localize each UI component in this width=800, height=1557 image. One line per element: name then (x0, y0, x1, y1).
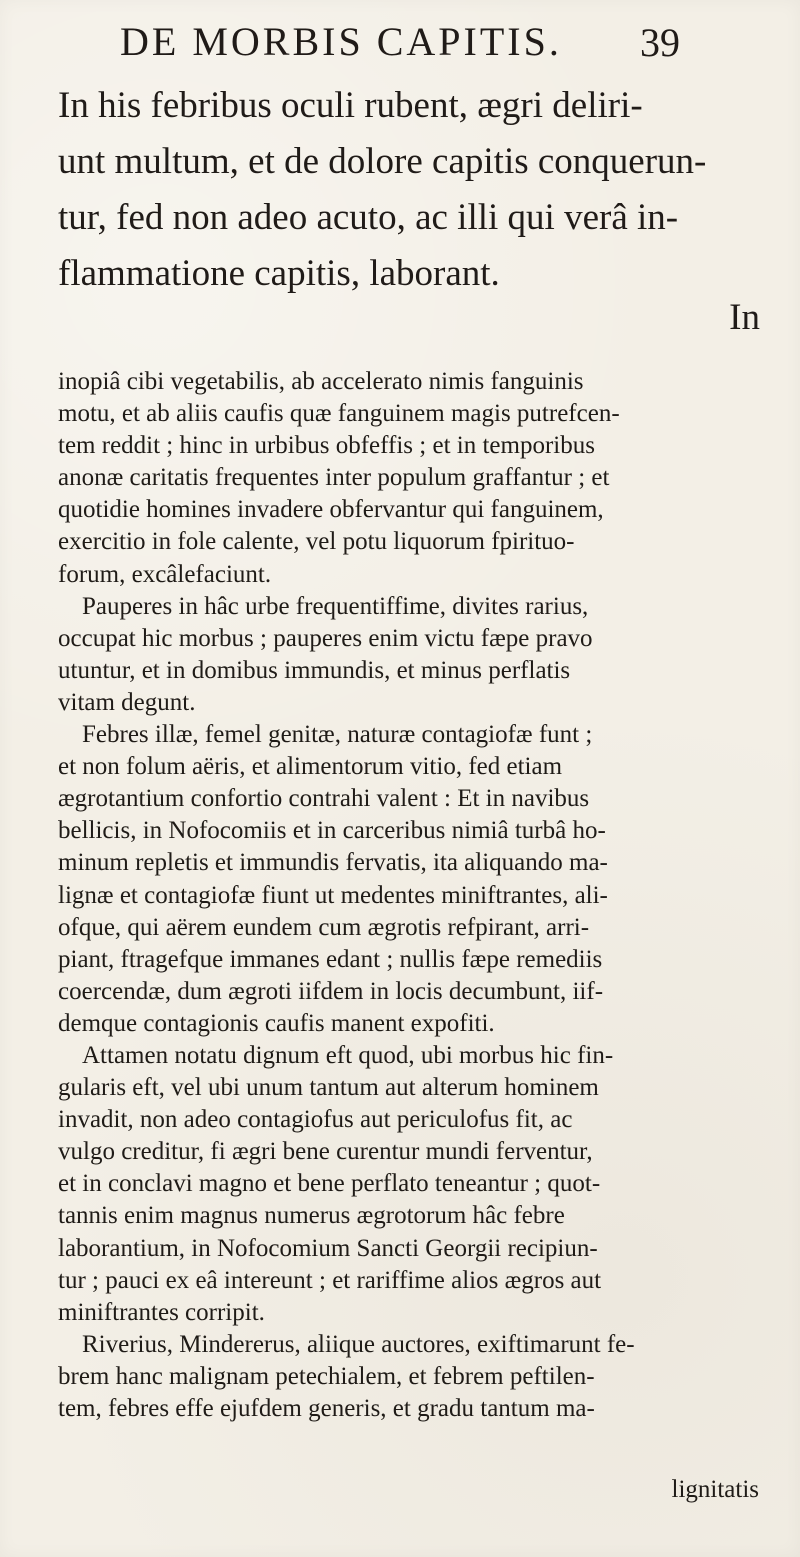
running-head: DE MORBIS CAPITIS. (120, 19, 562, 64)
body-line: lignæ et contagiofæ fiunt ut medentes miniftrantes, ali- (58, 881, 608, 909)
body-line: Pauperes in hâc urbe frequentiffime, divites rarius, (82, 592, 589, 620)
body-line: forum, excâlefaciunt. (58, 560, 272, 588)
body-line: Riverius, Mindererus, aliique auctores, exiftimarunt fe- (82, 1330, 635, 1358)
body-line: tannis enim magnus numerus ægrotorum hâc febre (58, 1202, 565, 1230)
top-catchword: In (729, 297, 760, 338)
page-header (120, 18, 680, 70)
body-line: tur ; pauci ex eâ intereunt ; et rariffime alios ægros aut (58, 1266, 602, 1294)
bottom-catchword: lignitatis (671, 1476, 759, 1503)
body-line: brem hanc malignam petechialem, et febrem peftilen- (58, 1362, 595, 1390)
body-line: ægrotantium confortio contrahi valent : Et in navibus (58, 785, 590, 813)
body-line: inopiâ cibi vegetabilis, ab accelerato nimis fanguinis (58, 368, 584, 395)
top-text-line-4: flammatione capitis, laborant. (58, 253, 500, 294)
body-line: coercendæ, dum ægroti iifdem in locis decumbunt, iif- (58, 977, 604, 1005)
body-line: demque contagionis caufis manent expofiti. (58, 1009, 495, 1037)
body-line: anonæ caritatis frequentes inter populum graffantur ; et (58, 464, 610, 492)
body-line: piant, ftragefque immanes edant ; nullis fæpe remediis (58, 945, 603, 973)
body-line: motu, et ab aliis caufis quæ fanguinem magis putrefcen- (58, 400, 620, 428)
body-line: tem reddit ; hinc in urbibus obfeffis ; et in temporibus (58, 432, 595, 460)
body-line: vitam degunt. (58, 688, 196, 716)
top-text-block (58, 78, 776, 302)
body-line: occupat hic morbus ; pauperes enim victu fæpe pravo (58, 624, 593, 652)
body-line: bellicis, in Nofocomiis et in carceribus nimiâ turbâ ho- (58, 817, 606, 845)
body-line: vulgo creditur, fi ægri bene curentur mundi ferventur, (58, 1138, 593, 1166)
body-line: exercitio in fole calente, vel potu liquorum fpirituo- (58, 528, 575, 556)
body-line: Attamen notatu dignum eft quod, ubi morbus hic fin- (82, 1041, 614, 1069)
body-text-block (58, 366, 772, 1425)
body-line: tem, febres effe ejufdem generis, et gradu tantum ma- (58, 1395, 595, 1422)
body-line: et non folum aëris, et alimentorum vitio, fed etiam (58, 753, 563, 781)
body-line: laborantium, in Nofocomium Sancti Georgii recipiun- (58, 1234, 598, 1262)
body-line: minum repletis et immundis fervatis, ita aliquando ma- (58, 849, 608, 877)
body-line: invadit, non adeo contagiofus aut periculofus fit, ac (58, 1106, 573, 1134)
body-line: utuntur, et in domibus immundis, et minus perflatis (58, 656, 571, 684)
body-line: ofque, qui aërem eundem cum ægrotis refpirant, arri- (58, 913, 590, 941)
page-number: 39 (640, 20, 680, 65)
body-line: et in conclavi magno et bene perflato teneantur ; quot- (58, 1170, 601, 1198)
body-line: miniftrantes corripit. (58, 1298, 265, 1326)
body-line: gularis eft, vel ubi unum tantum aut alterum hominem (58, 1074, 599, 1102)
body-line: quotidie homines invadere obfervantur qui fanguinem, (58, 496, 604, 524)
top-text-line-3: tur, fed non adeo acuto, ac illi qui verâ in- (58, 197, 679, 238)
top-text-line-2: unt multum, et de dolore capitis conquerun- (58, 141, 707, 182)
top-text-line-1: In his febribus oculi rubent, ægri deliri- (58, 85, 643, 126)
body-line: Febres illæ, femel genitæ, naturæ contagiofæ funt ; (82, 721, 593, 749)
